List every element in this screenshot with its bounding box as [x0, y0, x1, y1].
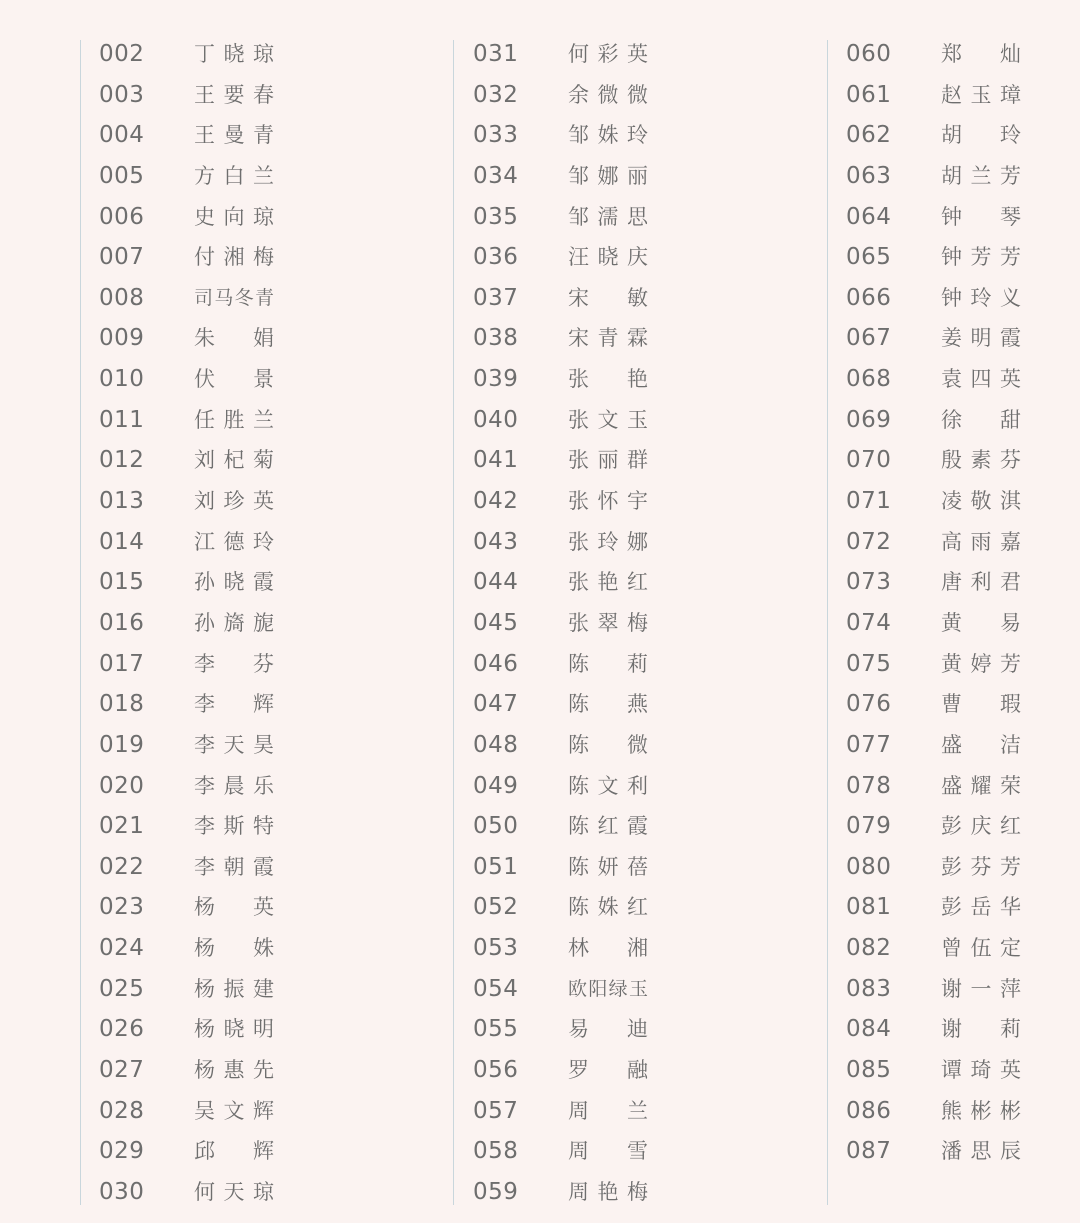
list-item [99, 522, 399, 563]
entry-name: 陈 妍 蓓 [568, 854, 648, 879]
entry-number: 083 [846, 975, 892, 1002]
entry-name: 李 斯 特 [194, 814, 274, 839]
list-item [473, 806, 773, 847]
entry-name: 殷 素 芬 [941, 448, 1021, 473]
list-item [846, 847, 1080, 888]
entry-name: 何 天 琼 [194, 1179, 274, 1204]
list-item [846, 928, 1080, 969]
entry-number: 067 [846, 325, 892, 352]
entry-number: 055 [473, 1016, 519, 1043]
list-item [473, 684, 773, 725]
column-divider-2 [453, 40, 454, 1205]
list-item [846, 725, 1080, 766]
list-item [473, 644, 773, 685]
entry-number: 013 [99, 488, 145, 515]
list-item [99, 1009, 399, 1050]
entry-number: 031 [473, 41, 519, 67]
entry-number: 029 [99, 1138, 145, 1165]
list-item [473, 75, 773, 116]
entry-number: 076 [846, 691, 892, 718]
entry-name: 陈 燕 [568, 692, 648, 717]
list-item [846, 318, 1080, 359]
entry-number: 054 [473, 975, 519, 1002]
entry-number: 023 [99, 894, 145, 921]
entry-name: 周 兰 [568, 1098, 648, 1123]
entry-number: 062 [846, 122, 892, 149]
list-item [99, 115, 399, 156]
entry-name: 赵 玉 璋 [941, 82, 1021, 107]
list-item [99, 1172, 399, 1213]
list-item [99, 644, 399, 685]
entry-number: 071 [846, 488, 892, 515]
list-item [846, 359, 1080, 400]
entry-number: 041 [473, 447, 519, 474]
list-item [99, 603, 399, 644]
list-item [473, 847, 773, 888]
entry-name: 宋 敏 [568, 285, 648, 310]
list-item [473, 318, 773, 359]
entry-number: 059 [473, 1178, 519, 1205]
entry-name: 张 玲 娜 [568, 529, 648, 554]
entry-number: 087 [846, 1138, 892, 1165]
entry-name: 司 马 冬 青 [194, 286, 274, 309]
entry-number: 081 [846, 894, 892, 921]
entry-number: 058 [473, 1138, 519, 1165]
entry-number: 085 [846, 1057, 892, 1084]
entry-number: 084 [846, 1016, 892, 1043]
entry-number: 066 [846, 284, 892, 311]
entry-name: 陈 姝 红 [568, 895, 648, 920]
entry-number: 015 [99, 569, 145, 596]
list-item [473, 400, 773, 441]
entry-name: 胡 兰 芳 [941, 163, 1021, 188]
entry-number: 069 [846, 406, 892, 433]
list-item [846, 115, 1080, 156]
entry-number: 077 [846, 731, 892, 758]
column-divider-3 [827, 40, 828, 1205]
list-item [99, 684, 399, 725]
entry-number: 048 [473, 731, 519, 758]
list-item [846, 197, 1080, 238]
list-item [846, 1050, 1080, 1091]
entry-number: 008 [99, 284, 145, 311]
entry-name: 杨 晓 明 [194, 1017, 274, 1042]
list-item [846, 75, 1080, 116]
list-item [99, 278, 399, 319]
entry-number: 018 [99, 691, 145, 718]
list-item [473, 928, 773, 969]
list-item [473, 766, 773, 807]
entry-name: 曾 伍 定 [941, 936, 1021, 961]
entry-number: 028 [99, 1097, 145, 1124]
entry-number: 056 [473, 1057, 519, 1084]
entry-number: 051 [473, 853, 519, 880]
entry-name: 李 天 昊 [194, 732, 274, 757]
entry-name: 李 朝 霞 [194, 854, 274, 879]
list-item [99, 237, 399, 278]
entry-name: 吴 文 辉 [194, 1098, 274, 1123]
entry-number: 007 [99, 244, 145, 271]
entry-name: 黄 易 [941, 610, 1021, 635]
entry-number: 012 [99, 447, 145, 474]
entry-name: 李 芬 [194, 651, 274, 676]
entry-number: 046 [473, 650, 519, 677]
list-item [473, 115, 773, 156]
list-item [846, 644, 1080, 685]
entry-number: 053 [473, 935, 519, 962]
entry-name: 刘 珍 英 [194, 489, 274, 514]
list-item [473, 440, 773, 481]
entry-name: 袁 四 英 [941, 367, 1021, 392]
entry-number: 039 [473, 366, 519, 393]
entry-name: 彭 岳 华 [941, 895, 1021, 920]
entry-number: 065 [846, 244, 892, 271]
list-item [846, 806, 1080, 847]
list-item [99, 75, 399, 116]
entry-name: 杨 惠 先 [194, 1058, 274, 1083]
entry-number: 019 [99, 731, 145, 758]
list-item [473, 1091, 773, 1132]
entry-number: 022 [99, 853, 145, 880]
list-item [846, 562, 1080, 603]
list-item [846, 603, 1080, 644]
entry-name: 高 雨 嘉 [941, 529, 1021, 554]
entry-number: 017 [99, 650, 145, 677]
list-item [473, 969, 773, 1010]
entry-name: 盛 洁 [941, 732, 1021, 757]
list-item [99, 440, 399, 481]
list-item [473, 1009, 773, 1050]
entry-number: 036 [473, 244, 519, 271]
list-item [846, 400, 1080, 441]
entry-name: 郑 灿 [941, 42, 1021, 66]
entry-number: 025 [99, 975, 145, 1002]
list-item [473, 562, 773, 603]
list-item [846, 440, 1080, 481]
list-item [99, 847, 399, 888]
entry-name: 彭 庆 红 [941, 814, 1021, 839]
list-item [473, 34, 773, 75]
list-item [846, 522, 1080, 563]
list-item [473, 156, 773, 197]
list-item [473, 197, 773, 238]
list-item [473, 237, 773, 278]
entry-name: 曹 瑕 [941, 692, 1021, 717]
entry-name: 杨 振 建 [194, 976, 274, 1001]
list-item [99, 928, 399, 969]
entry-number: 044 [473, 569, 519, 596]
list-item [99, 156, 399, 197]
list-item [473, 1131, 773, 1172]
list-item [846, 1091, 1080, 1132]
list-item [473, 278, 773, 319]
entry-name: 何 彩 英 [568, 42, 648, 66]
entry-number: 078 [846, 772, 892, 799]
entry-name: 熊 彬 彬 [941, 1098, 1021, 1123]
entry-name: 张 翠 梅 [568, 610, 648, 635]
list-item [846, 1131, 1080, 1172]
entry-number: 040 [473, 406, 519, 433]
entry-name: 刘 杞 菊 [194, 448, 274, 473]
entry-number: 003 [99, 81, 145, 108]
entry-name: 张 文 玉 [568, 407, 648, 432]
entry-number: 009 [99, 325, 145, 352]
entry-name: 张 怀 宇 [568, 489, 648, 514]
entry-name: 欧 阳 绿 玉 [568, 977, 648, 1000]
list-item [99, 197, 399, 238]
entry-name: 孙 晓 霞 [194, 570, 274, 595]
entry-name: 周 雪 [568, 1139, 648, 1164]
entry-name: 宋 青 霖 [568, 326, 648, 351]
entry-number: 068 [846, 366, 892, 393]
entry-name: 谭 琦 英 [941, 1058, 1021, 1083]
entry-number: 005 [99, 162, 145, 189]
entry-name: 姜 明 霞 [941, 326, 1021, 351]
entry-number: 042 [473, 488, 519, 515]
entry-name: 张 艳 红 [568, 570, 648, 595]
list-item [99, 1050, 399, 1091]
entry-name: 史 向 琼 [194, 204, 274, 229]
entry-number: 063 [846, 162, 892, 189]
list-item [473, 359, 773, 400]
list-item [846, 969, 1080, 1010]
entry-number: 060 [846, 41, 892, 67]
name-column-1 [99, 34, 399, 1213]
list-item [99, 969, 399, 1010]
list-item [99, 318, 399, 359]
entry-number: 037 [473, 284, 519, 311]
entry-number: 032 [473, 81, 519, 108]
entry-number: 080 [846, 853, 892, 880]
list-item [846, 481, 1080, 522]
entry-name: 邹 姝 玲 [568, 123, 648, 148]
entry-number: 027 [99, 1057, 145, 1084]
entry-name: 钟 玲 义 [941, 285, 1021, 310]
entry-name: 杨 姝 [194, 936, 274, 961]
entry-number: 043 [473, 528, 519, 555]
entry-name: 唐 利 君 [941, 570, 1021, 595]
entry-number: 079 [846, 813, 892, 840]
entry-name: 陈 红 霞 [568, 814, 648, 839]
entry-name: 余 微 微 [568, 82, 648, 107]
entry-name: 周 艳 梅 [568, 1179, 648, 1204]
list-item [846, 684, 1080, 725]
entry-name: 方 白 兰 [194, 163, 274, 188]
list-item [846, 1009, 1080, 1050]
entry-name: 付 湘 梅 [194, 245, 274, 270]
entry-number: 049 [473, 772, 519, 799]
entry-name: 黄 婷 芳 [941, 651, 1021, 676]
entry-name: 孙 旖 旎 [194, 610, 274, 635]
list-item [473, 1172, 773, 1213]
entry-name: 丁 晓 琼 [194, 42, 274, 66]
entry-number: 021 [99, 813, 145, 840]
entry-name: 陈 文 利 [568, 773, 648, 798]
list-item [846, 156, 1080, 197]
entry-number: 064 [846, 203, 892, 230]
entry-name: 罗 融 [568, 1058, 648, 1083]
entry-number: 010 [99, 366, 145, 393]
entry-number: 002 [99, 41, 145, 67]
entry-number: 016 [99, 609, 145, 636]
entry-name: 张 艳 [568, 367, 648, 392]
entry-number: 047 [473, 691, 519, 718]
list-item [846, 278, 1080, 319]
entry-name: 邹 濡 思 [568, 204, 648, 229]
entry-name: 伏 景 [194, 367, 274, 392]
entry-number: 011 [99, 406, 145, 433]
entry-name: 邹 娜 丽 [568, 163, 648, 188]
entry-number: 073 [846, 569, 892, 596]
name-column-3 [846, 34, 1080, 1172]
entry-name: 陈 微 [568, 732, 648, 757]
list-item [99, 766, 399, 807]
list-item [473, 481, 773, 522]
entry-number: 052 [473, 894, 519, 921]
entry-name: 潘 思 辰 [941, 1139, 1021, 1164]
list-item [99, 34, 399, 75]
entry-number: 070 [846, 447, 892, 474]
entry-name: 林 湘 [568, 936, 648, 961]
entry-name: 钟 芳 芳 [941, 245, 1021, 270]
entry-number: 030 [99, 1178, 145, 1205]
entry-name: 汪 晓 庆 [568, 245, 648, 270]
entry-number: 006 [99, 203, 145, 230]
entry-name: 谢 一 萍 [941, 976, 1021, 1001]
entry-name: 张 丽 群 [568, 448, 648, 473]
entry-name: 钟 琴 [941, 204, 1021, 229]
entry-name: 谢 莉 [941, 1017, 1021, 1042]
list-item [99, 359, 399, 400]
entry-number: 038 [473, 325, 519, 352]
entry-name: 李 辉 [194, 692, 274, 717]
entry-name: 邱 辉 [194, 1139, 274, 1164]
list-item [99, 400, 399, 441]
list-item [846, 237, 1080, 278]
list-item [99, 725, 399, 766]
entry-number: 072 [846, 528, 892, 555]
list-item [99, 887, 399, 928]
entry-name: 易 迪 [568, 1017, 648, 1042]
entry-name: 李 晨 乐 [194, 773, 274, 798]
entry-number: 026 [99, 1016, 145, 1043]
column-divider-1 [80, 40, 81, 1205]
entry-number: 061 [846, 81, 892, 108]
entry-number: 035 [473, 203, 519, 230]
entry-name: 徐 甜 [941, 407, 1021, 432]
entry-name: 凌 敬 淇 [941, 489, 1021, 514]
entry-number: 075 [846, 650, 892, 677]
entry-name: 任 胜 兰 [194, 407, 274, 432]
entry-number: 057 [473, 1097, 519, 1124]
list-item [473, 725, 773, 766]
entry-name: 江 德 玲 [194, 529, 274, 554]
entry-number: 004 [99, 122, 145, 149]
name-column-2 [473, 34, 773, 1213]
entry-name: 陈 莉 [568, 651, 648, 676]
entry-number: 033 [473, 122, 519, 149]
list-item [473, 887, 773, 928]
list-item [846, 887, 1080, 928]
entry-name: 朱 娟 [194, 326, 274, 351]
entry-number: 034 [473, 162, 519, 189]
entry-number: 082 [846, 935, 892, 962]
entry-number: 020 [99, 772, 145, 799]
entry-number: 024 [99, 935, 145, 962]
entry-number: 074 [846, 609, 892, 636]
entry-number: 045 [473, 609, 519, 636]
list-item [473, 603, 773, 644]
list-item [99, 806, 399, 847]
list-item [473, 522, 773, 563]
entry-name: 彭 芬 芳 [941, 854, 1021, 879]
entry-name: 杨 英 [194, 895, 274, 920]
list-item [99, 562, 399, 603]
list-item [846, 34, 1080, 75]
list-item [99, 1091, 399, 1132]
list-item [99, 481, 399, 522]
entry-number: 086 [846, 1097, 892, 1124]
entry-name: 王 曼 青 [194, 123, 274, 148]
list-item [99, 1131, 399, 1172]
list-item [846, 766, 1080, 807]
entry-number: 050 [473, 813, 519, 840]
entry-name: 盛 耀 荣 [941, 773, 1021, 798]
entry-name: 王 要 春 [194, 82, 274, 107]
entry-number: 014 [99, 528, 145, 555]
list-item [473, 1050, 773, 1091]
entry-name: 胡 玲 [941, 123, 1021, 148]
